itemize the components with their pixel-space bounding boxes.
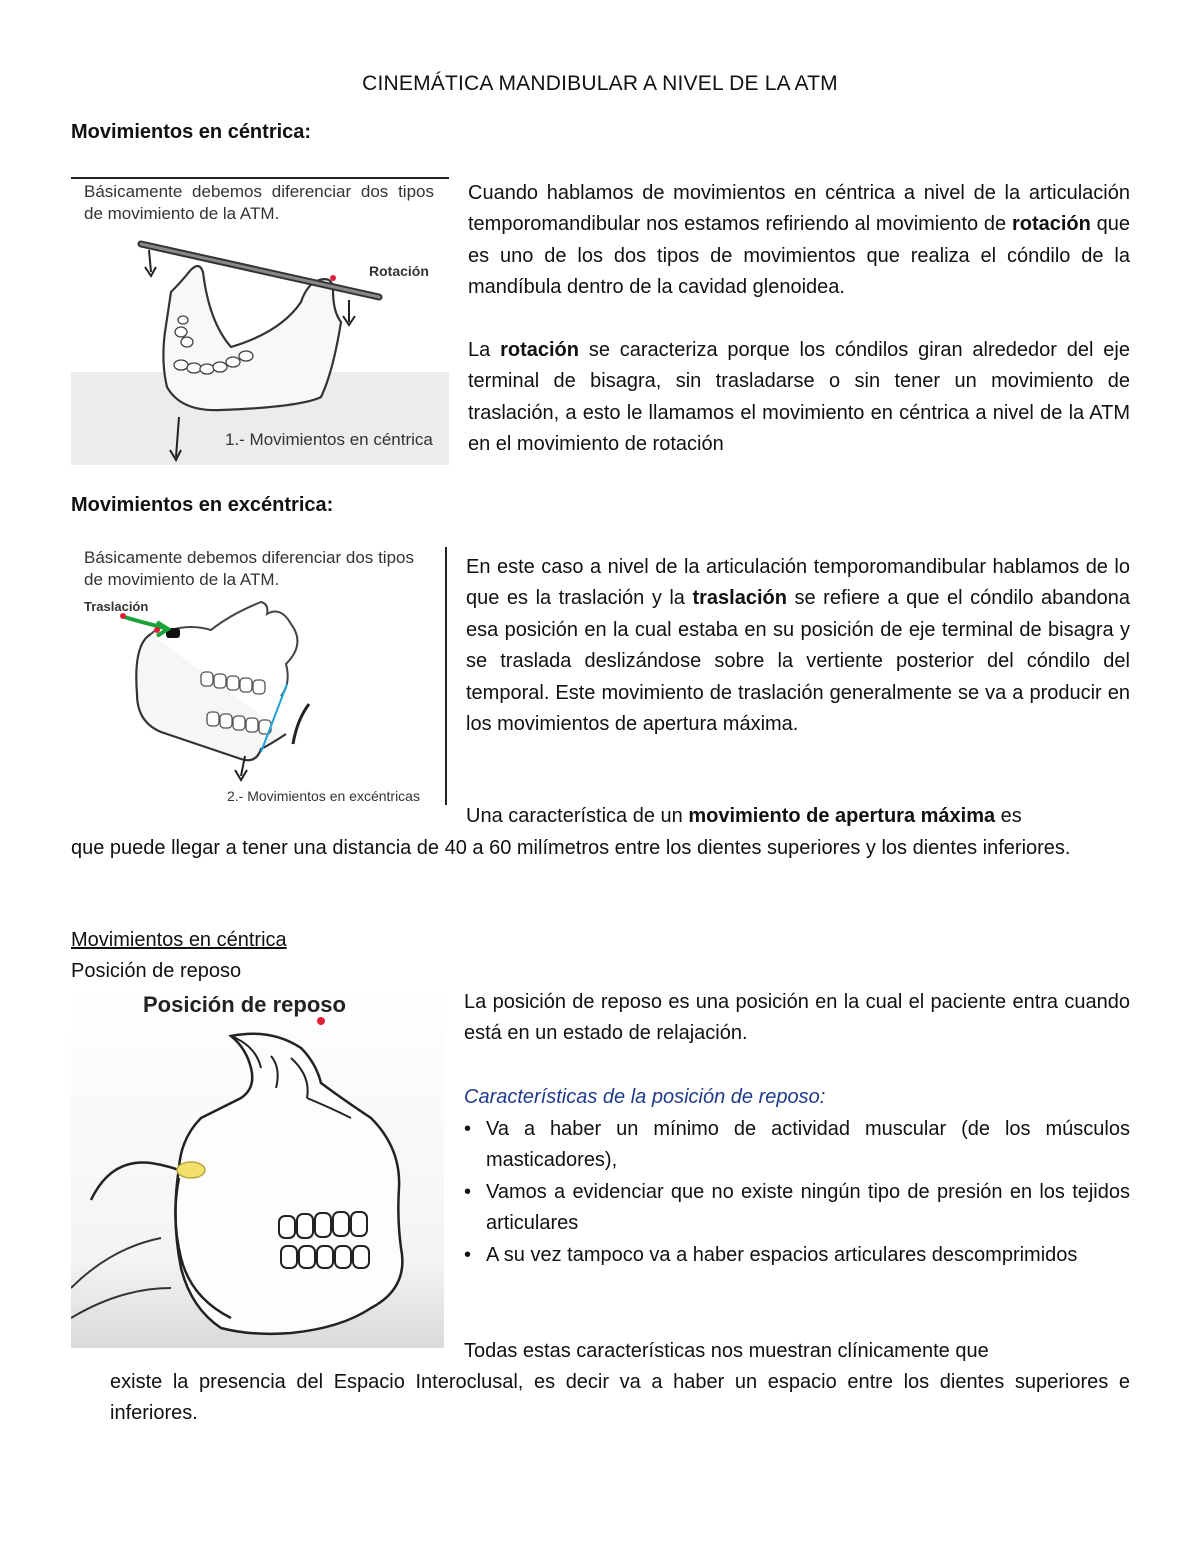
figure-rotation-caption-top: Básicamente debemos diferenciar dos tipos de movimiento de la ATM. — [84, 182, 434, 223]
page-title: CINEMÁTICA MANDIBULAR A NIVEL DE LA ATM — [362, 72, 838, 95]
section1-paragraph-2: La rotación se caracteriza porque los cóndilos giran alrededor del eje terminal de bisagra, sin trasladarse o sin tener un movimiento de traslación, a esto le llamamos el movimiento en céntrica a nivel de la ATM en el movimiento de rotación — [468, 339, 1130, 456]
section2-heading: Movimientos en excéntrica: — [71, 494, 334, 516]
list-item: • Vamos a evidenciar que no existe ningún tipo de presión en los tejidos articulares — [464, 1180, 1130, 1235]
figure-translation — [71, 544, 443, 806]
figure-rotation-caption-bottom: 1.- Movimientos en céntrica — [225, 430, 433, 449]
section1-heading: Movimientos en céntrica: — [71, 121, 312, 143]
bold-apertura-maxima: movimiento de apertura máxima — [688, 805, 996, 827]
bold-traslacion: traslación — [692, 587, 787, 610]
section3-heading: Movimientos en céntrica — [71, 929, 287, 951]
section3-subheading: Posición de reposo — [71, 960, 242, 982]
figure-translation-label: Traslación — [84, 599, 149, 614]
section3-bullet-list — [464, 1114, 1130, 1271]
bold-rotacion: rotación — [1011, 213, 1091, 236]
list-item: • A su vez tampoco va a haber espacios articulares descomprimidos — [464, 1243, 1078, 1266]
section2-paragraph-1: En este caso a nivel de la articulación temporomandibular hablamos de lo que es la traslación y la traslación se refiere a que el cóndilo abandona esa posición en la cual estaba en su posición de eje terminal de bisagra y se traslada deslizándose sobre la vertiente posterior del cóndilo del temporal. Este movimiento de traslación generalmente se va a producir en los movimientos de apertura máxima. — [466, 556, 1130, 736]
figure-rotation-label: Rotación — [369, 263, 429, 279]
list-item: • Va a haber un mínimo de actividad muscular (de los músculos masticadores), — [464, 1118, 1130, 1172]
figure-translation-caption-bottom: 2.- Movimientos en excéntricas — [227, 788, 420, 804]
figure-rest-position-label: Posición de reposo — [143, 992, 346, 1017]
section3-list-title: Características de la posición de reposo: — [464, 1086, 826, 1108]
figure-rest-position — [71, 988, 444, 1348]
section3-paragraph-2-first-line: Todas estas características nos muestran clínicamente que — [464, 1340, 989, 1362]
figure-translation-caption-top: Básicamente debemos diferenciar dos tipos de movimiento de la ATM. — [84, 548, 414, 589]
section3-paragraph-2-cont: existe la presencia del Espacio Interoclusal, es decir va a haber un espacio entre los dientes superiores e inferiores. — [110, 1371, 1130, 1425]
section3-paragraph-1: La posición de reposo es una posición en la cual el paciente entra cuando está en un estado de relajación. — [464, 991, 1130, 1045]
section1-paragraph-1: Cuando hablamos de movimientos en céntrica a nivel de la articulación temporomandibular nos estamos refiriendo al movimiento de rotación que es uno de los dos tipos de movimientos que realiza el cóndilo de la mandíbula dentro de la cavidad glenoidea. — [468, 182, 1130, 299]
vertical-divider — [445, 547, 447, 805]
section2-paragraph-2-first-line: Una característica de un movimiento de apertura máxima es — [466, 805, 1022, 827]
figure-rotation — [71, 172, 449, 465]
bold-rotacion-2: rotación — [500, 339, 579, 361]
section2-paragraph-2-cont: que puede llegar a tener una distancia de 40 a 60 milímetros entre los dientes superiores y los dientes inferiores. — [71, 837, 1071, 859]
